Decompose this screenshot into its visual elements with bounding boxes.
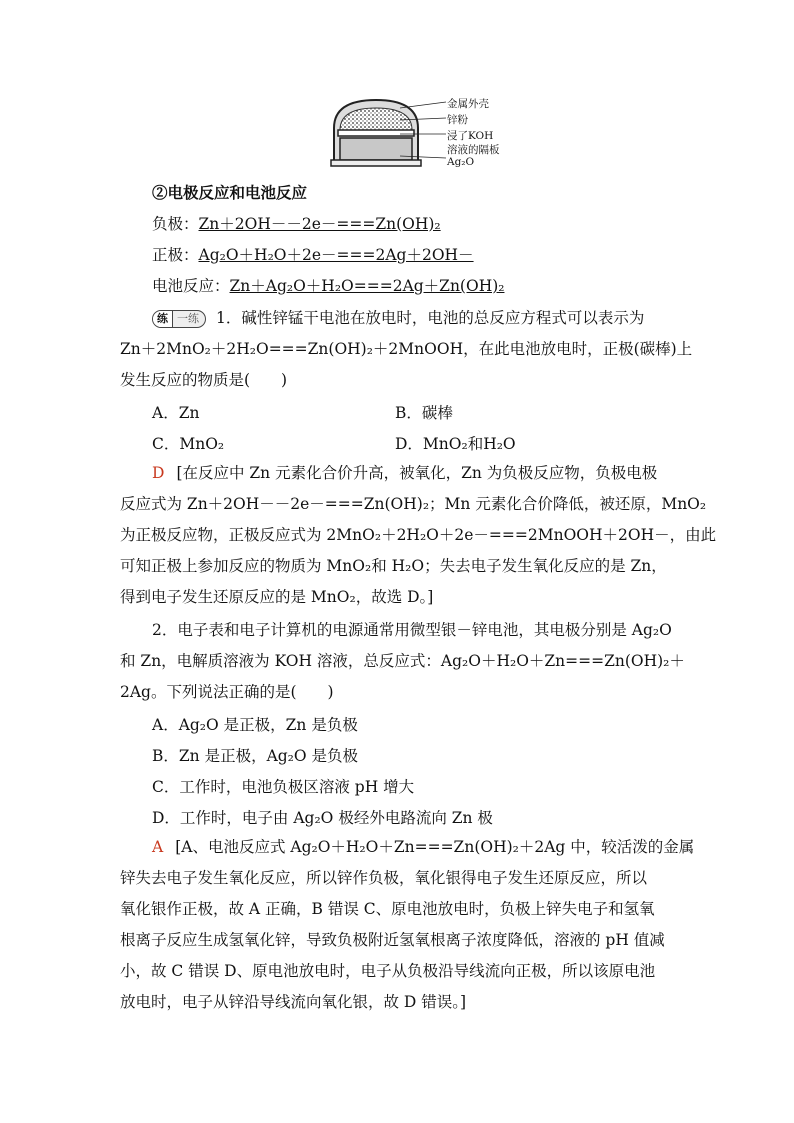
q1-option-c: C．MnO₂ xyxy=(152,435,225,453)
positive-electrode xyxy=(152,245,474,265)
cell-equation: Zn＋Ag₂O＋H₂O===2Ag＋Zn(OH)₂ xyxy=(229,277,505,295)
q1-explanation-line-3: 为正极反应物，正极反应式为 2MnO₂＋2H₂O＋2e－===2MnOOH＋2OH－，由此 xyxy=(120,526,717,544)
negative-label: 负极： xyxy=(152,215,199,233)
q2-explanation-line-4: 根离子反应生成氢氧化锌，导致负极附近氢氧根离子浓度降低，溶液的 pH 值减 xyxy=(120,931,665,949)
figure-label-shell: 金属外壳 xyxy=(447,98,489,110)
q1-explanation-line-2: 反应式为 Zn＋2OH－－2e－===Zn(OH)₂；Mn 元素化合价降低，被还原，MnO₂ xyxy=(120,495,707,513)
q1-option-a: A．Zn xyxy=(152,404,200,422)
figure-label-separator-2: 溶液的隔板 xyxy=(447,144,500,156)
q2-explanation-line-1: A [A、电池反应式 Ag₂O＋H₂O＋Zn===Zn(OH)₂＋2Ag 中，较活泼的金属 xyxy=(152,838,695,856)
q1-option-b: B．碳棒 xyxy=(395,404,453,422)
q1-stem-line-2: Zn＋2MnO₂＋2H₂O===Zn(OH)₂＋2MnOOH，在此电池放电时，正极(碳棒)上 xyxy=(120,340,693,358)
figure-label-separator-1: 浸了KOH xyxy=(447,130,494,142)
negative-equation: Zn＋2OH－－2e－===Zn(OH)₂ xyxy=(198,215,441,233)
negative-electrode xyxy=(152,214,441,234)
q1-stem-line-1: 练 一练 1．碱性锌锰干电池在放电时，电池的总反应方程式可以表示为 xyxy=(152,308,644,328)
q1-answer: D xyxy=(152,464,165,482)
q2-option-d: D．工作时，电子由 Ag₂O 极经外电路流向 Zn 极 xyxy=(152,809,493,827)
q2-explanation-line-5: 小，故 C 错误 D、原电池放电时，电子从负极沿导线流向正极，所以该原电池 xyxy=(120,962,656,980)
figure-label-ag2o: Ag₂O xyxy=(447,156,475,168)
q1-explanation-line-5: 得到电子发生还原反应的是 MnO₂，故选 D。] xyxy=(120,588,434,606)
q1-option-d: D．MnO₂和H₂O xyxy=(395,435,516,453)
figure-label-zinc: 锌粉 xyxy=(447,114,468,126)
positive-equation: Ag₂O＋H₂O＋2e－===2Ag＋2OH－ xyxy=(198,246,474,264)
q1-stem-line-3: 发生反应的物质是( ) xyxy=(120,371,288,389)
q2-answer: A xyxy=(152,838,164,856)
figure-leader-lines xyxy=(400,96,450,166)
cell-reaction xyxy=(152,276,504,296)
q1-explanation-line-1: D [在反应中 Zn 元素化合价升高，被氧化，Zn 为负极反应物，负极电极 xyxy=(152,464,658,482)
cell-label: 电池反应： xyxy=(152,277,230,295)
q1-explanation-line-4: 可知正极上参加反应的物质为 MnO₂和 H₂O；失去电子发生氧化反应的是 Zn， xyxy=(120,557,667,575)
q2-explanation-line-6: 放电时，电子从锌沿导线流向氧化银，故 D 错误。] xyxy=(120,993,467,1011)
section-heading: ②电极反应和电池反应 xyxy=(152,183,308,202)
q2-option-c: C．工作时，电池负极区溶液 pH 增大 xyxy=(152,778,415,796)
q2-explanation-line-2: 锌失去电子发生氧化反应，所以锌作负极，氧化银得电子发生还原反应，所以 xyxy=(120,869,648,887)
q2-stem-line-2: 和 Zn，电解质溶液为 KOH 溶液，总反应式：Ag₂O＋H₂O＋Zn===Zn(OH)₂＋ xyxy=(120,652,685,670)
q2-explanation-line-3: 氧化银作正极，故 A 正确，B 错误 C、原电池放电时，负极上锌失电子和氢氧 xyxy=(120,900,655,918)
practice-badge: 练 一练 xyxy=(152,310,206,328)
q2-stem-line-1: 2．电子表和电子计算机的电源通常用微型银－锌电池，其电极分别是 Ag₂O xyxy=(152,621,672,639)
positive-label: 正极： xyxy=(152,246,199,264)
q2-option-a: A．Ag₂O 是正极，Zn 是负极 xyxy=(152,716,358,734)
q2-stem-line-3: 2Ag。下列说法正确的是( ) xyxy=(120,683,334,701)
q2-option-b: B．Zn 是正极，Ag₂O 是负极 xyxy=(152,747,359,765)
